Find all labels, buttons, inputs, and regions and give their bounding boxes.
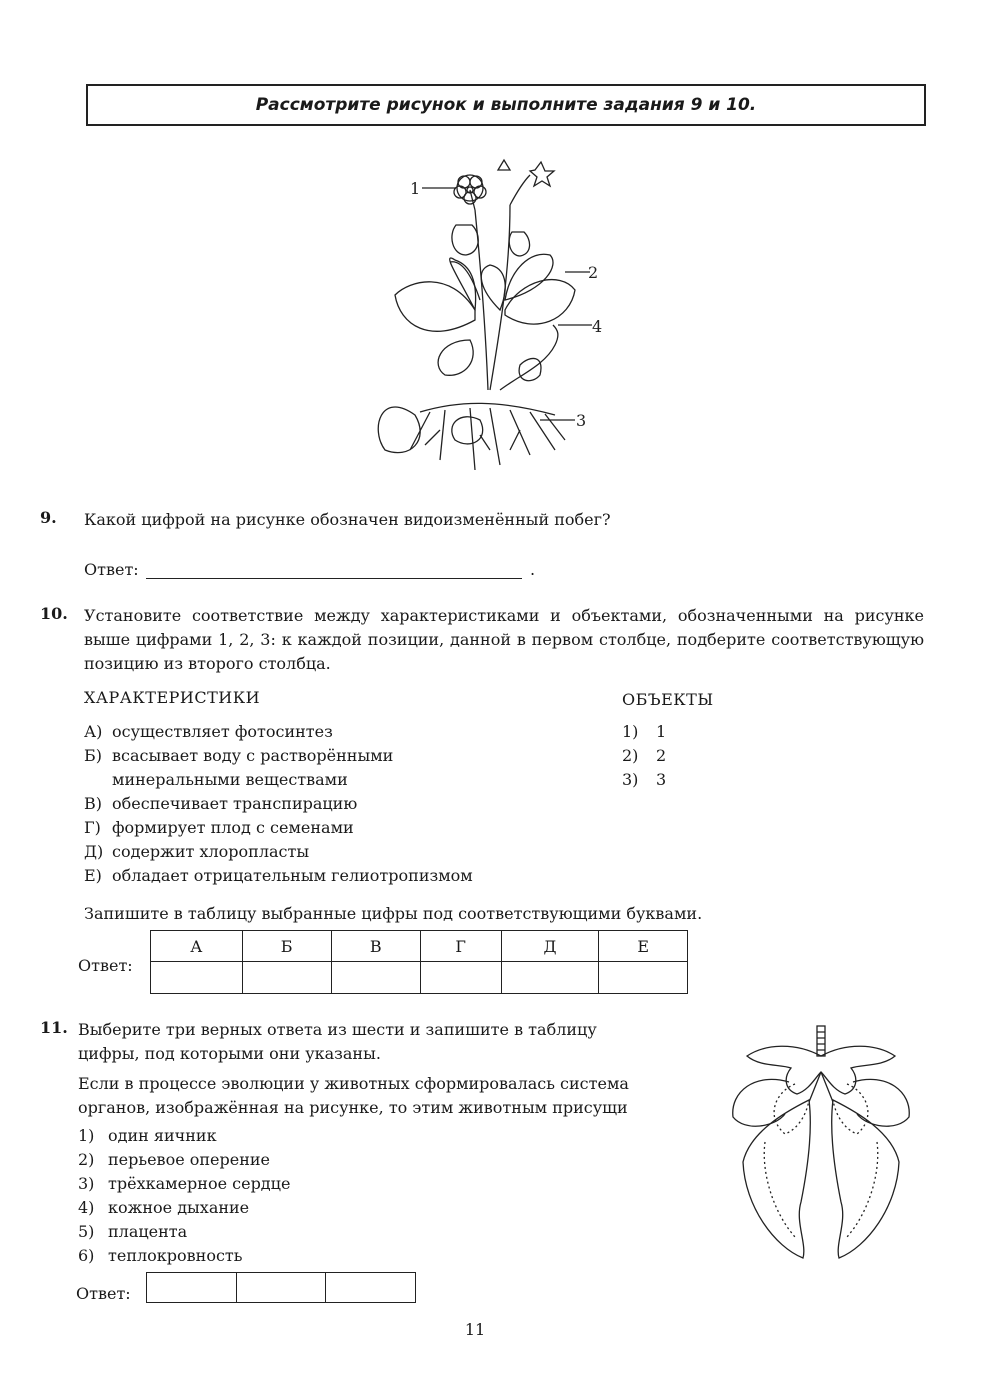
q10-number: 10.	[40, 604, 68, 623]
plant-label-3: 3	[576, 411, 587, 430]
q10-table-instruction: Запишите в таблицу выбранные цифры под соответствующими буквами.	[84, 904, 703, 923]
answer-cell-v[interactable]	[331, 962, 420, 994]
table-header-e: Е	[599, 931, 688, 962]
answer-cell-e[interactable]	[599, 962, 688, 994]
characteristic-item: А) осуществляет фотосинтез	[84, 722, 333, 741]
table-header-v: В	[331, 931, 420, 962]
table-header-g: Г	[420, 931, 501, 962]
q11-answer-label: Ответ:	[76, 1284, 131, 1303]
object-item: 3) 3	[622, 770, 667, 789]
q11-text-line1: Выберите три верных ответа из шести и запишите в таблицу	[78, 1020, 597, 1039]
option-item: 6) теплокровность	[78, 1246, 243, 1265]
q11-options-list	[78, 1124, 290, 1268]
q9-number: 9.	[40, 508, 57, 527]
plant-label-2: 2	[588, 263, 599, 282]
option-item: 3) трёхкамерное сердце	[78, 1174, 291, 1193]
q10-answer-label: Ответ:	[78, 956, 133, 975]
answer-cell-d[interactable]	[501, 962, 599, 994]
q11-text-line2: цифры, под которыми они указаны.	[78, 1044, 381, 1063]
bird-lungs-air-sacs-illustration	[725, 1022, 915, 1270]
q10-objects-list	[622, 720, 666, 792]
q10-characteristics-list	[84, 720, 473, 888]
option-item: 1) один яичник	[78, 1126, 217, 1145]
q9-answer-end: .	[530, 560, 536, 579]
answer-cell-3[interactable]	[326, 1273, 416, 1303]
answer-cell-2[interactable]	[236, 1273, 326, 1303]
q11-text-line3: Если в процессе эволюции у животных сформировалась система	[78, 1074, 629, 1093]
q9-text: Какой цифрой на рисунке обозначен видоизменённый побег?	[84, 510, 611, 529]
object-item: 2) 2	[622, 746, 667, 765]
strawberry-plant-illustration	[360, 150, 620, 485]
q10-answer-table	[150, 930, 688, 994]
q10-text: Установите соответствие между характеристиками и объектами, обозначенными на рисунке выше цифрами 1, 2, 3: к каждой позиции, данной в первом столбце, подберите соответствующую позицию из второго столбца.	[84, 606, 924, 673]
q10-col2-header: ОБЪЕКТЫ	[622, 690, 714, 709]
instruction-text: Рассмотрите рисунок и выполните задания 9 и 10.	[255, 95, 757, 115]
characteristic-item: минеральными веществами	[112, 770, 348, 789]
characteristic-item: Г) формирует плод с семенами	[84, 818, 354, 837]
answer-cell-g[interactable]	[420, 962, 501, 994]
q11-text-line4: органов, изображённая на рисунке, то этим животным присущи	[78, 1098, 628, 1117]
option-item: 2) перьевое оперение	[78, 1150, 271, 1169]
q11-answer-table	[146, 1272, 416, 1303]
page-number: 11	[464, 1320, 486, 1339]
plant-label-1: 1	[410, 179, 421, 198]
characteristic-item: Е) обладает отрицательным гелиотропизмом	[84, 866, 473, 885]
option-item: 4) кожное дыхание	[78, 1198, 250, 1217]
instruction-box	[86, 84, 926, 126]
answer-cell-1[interactable]	[147, 1273, 237, 1303]
characteristic-item: Д) содержит хлоропласты	[84, 842, 310, 861]
plant-label-4: 4	[592, 317, 603, 336]
table-header-b: Б	[242, 931, 331, 962]
answer-cell-b[interactable]	[242, 962, 331, 994]
q9-answer-label: Ответ:	[84, 560, 139, 579]
option-item: 5) плацента	[78, 1222, 188, 1241]
characteristic-item: Б) всасывает воду с растворёнными	[84, 746, 394, 765]
q11-number: 11.	[40, 1018, 68, 1037]
characteristic-item: В) обеспечивает транспирацию	[84, 794, 358, 813]
table-header-d: Д	[501, 931, 599, 962]
table-header-a: А	[151, 931, 243, 962]
q10-col1-header: ХАРАКТЕРИСТИКИ	[84, 688, 261, 707]
object-item: 1) 1	[622, 722, 667, 741]
q9-answer-line[interactable]	[146, 562, 522, 579]
answer-cell-a[interactable]	[151, 962, 243, 994]
